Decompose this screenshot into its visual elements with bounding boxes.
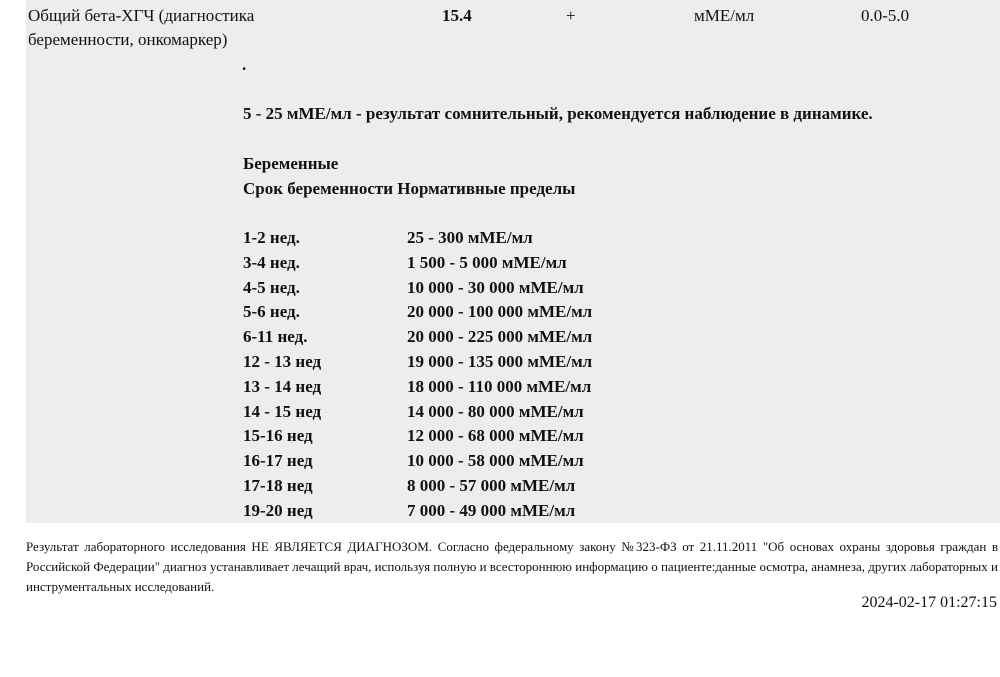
norms-period: 6-11 нед. — [243, 327, 308, 347]
test-reference-range: 0.0-5.0 — [861, 6, 910, 25]
norms-table-heading: Срок беременности Нормативные пределы — [243, 179, 576, 198]
norms-period: 1-2 нед. — [243, 228, 300, 247]
norms-range: 10 000 - 58 000 мМЕ/мл — [407, 451, 584, 471]
norms-period: 17-18 нед — [243, 475, 313, 495]
norms-period: 16-17 нед — [243, 451, 313, 471]
norms-row — [243, 501, 743, 526]
separator-dot: . — [242, 55, 247, 74]
test-result-flag: + — [566, 6, 576, 25]
norms-range: 20 000 - 225 000 мМЕ/мл — [407, 327, 593, 347]
norms-row — [243, 278, 743, 303]
norms-range: 12 000 - 68 000 мМЕ/мл — [407, 426, 584, 446]
norms-period: 13 - 14 нед — [243, 376, 322, 396]
test-name: Общий бета-ХГЧ (диагностика беременности, онкомаркер) — [28, 6, 255, 49]
norms-range: 10 000 - 30 000 мМЕ/мл — [407, 277, 584, 297]
norms-range: 25 - 300 мМЕ/мл — [407, 228, 533, 247]
norms-range: 8 000 - 57 000 мМЕ/мл — [407, 475, 576, 495]
pregnancy-heading: Беременные — [243, 154, 339, 173]
norms-period: 12 - 13 нед — [243, 351, 322, 371]
pregnancy-norms-table — [243, 228, 743, 526]
norms-period: 4-5 нед. — [243, 277, 300, 297]
norms-range: 7 000 - 49 000 мМЕ/мл — [407, 500, 576, 520]
norms-period: 14 - 15 нед — [243, 401, 322, 421]
norms-period: 15-16 нед — [243, 426, 313, 446]
norms-row — [243, 476, 743, 501]
norms-period: 5-6 нед. — [243, 302, 300, 322]
test-unit: мМЕ/мл — [694, 6, 755, 25]
interpretation-note: 5 - 25 мМЕ/мл - результат сомнительный, рекомендуется наблюдение в динамике. — [243, 104, 873, 123]
norms-row — [243, 228, 743, 253]
norms-row — [243, 253, 743, 278]
norms-range: 19 000 - 135 000 мМЕ/мл — [407, 351, 593, 371]
norms-range: 18 000 - 110 000 мМЕ/мл — [407, 376, 592, 396]
norms-row — [243, 402, 743, 427]
report-timestamp: 2024-02-17 01:27:15 — [861, 594, 997, 611]
norms-row — [243, 327, 743, 352]
norms-range: 1 500 - 5 000 мМЕ/мл — [407, 252, 567, 272]
norms-row — [243, 352, 743, 377]
norms-range: 20 000 - 100 000 мМЕ/мл — [407, 302, 593, 322]
norms-range: 14 000 - 80 000 мМЕ/мл — [407, 401, 584, 421]
norms-period: 19-20 нед — [243, 500, 313, 520]
norms-row — [243, 377, 743, 402]
norms-row — [243, 451, 743, 476]
legal-disclaimer: Результат лабораторного исследования НЕ ЯВЛЯЕТСЯ ДИАГНОЗОМ. Согласно федеральному закону №323-ФЗ от 21.11.2011 "Об основах охраны здоровья граждан в Российской Федерации" диагноз устанавливает лечащий врач, используя полную и всестороннюю информацию о пациенте:данные осмотра, анамнеза, других лабораторных и инструментальных исследований. — [26, 539, 998, 594]
norms-period: 3-4 нед. — [243, 252, 300, 272]
norms-row — [243, 302, 743, 327]
test-result-value: 15.4 — [442, 6, 472, 25]
norms-row — [243, 426, 743, 451]
